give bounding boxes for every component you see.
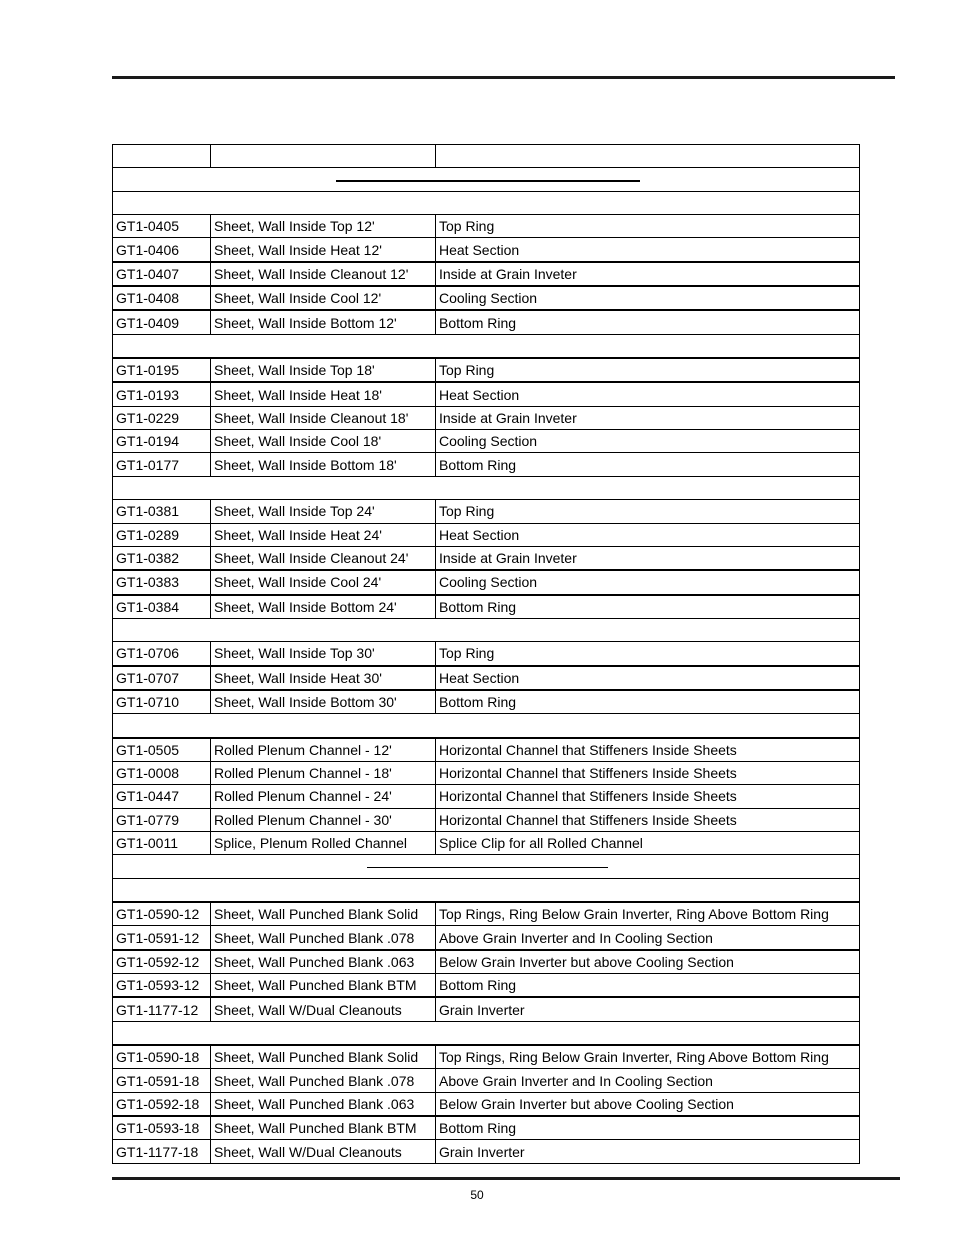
location-cell: Heat Section xyxy=(436,238,860,262)
part-number-cell: GT1-0193 xyxy=(113,382,211,406)
description-cell: Sheet, Wall Inside Heat 12' xyxy=(211,238,436,262)
blank-row xyxy=(113,191,860,214)
blank-row xyxy=(113,476,860,499)
part-number-cell: GT1-0195 xyxy=(113,358,211,382)
part-number-cell: GT1-0289 xyxy=(113,523,211,546)
table-row xyxy=(113,286,860,310)
description-cell: Sheet, Wall Punched Blank .063 xyxy=(211,1092,436,1116)
part-number-cell: GT1-0384 xyxy=(113,595,211,619)
section-heading-row xyxy=(113,855,860,878)
section-heading-underline xyxy=(336,180,640,182)
description-cell: Sheet, Wall Punched Blank BTM xyxy=(211,974,436,998)
table-row xyxy=(113,642,860,666)
part-number-cell: GT1-0381 xyxy=(113,500,211,523)
part-number-cell: GT1-1177-12 xyxy=(113,997,211,1021)
part-number-cell: GT1-0592-18 xyxy=(113,1092,211,1116)
location-cell: Bottom Ring xyxy=(436,453,860,476)
description-cell: Sheet, Wall Inside Bottom 18' xyxy=(211,453,436,476)
location-cell: Bottom Ring xyxy=(436,1116,860,1140)
header-rule xyxy=(112,76,895,79)
table-row xyxy=(113,1140,860,1163)
location-cell: Horizontal Channel that Stiffeners Inside Sheets xyxy=(436,808,860,831)
table-row xyxy=(113,358,860,382)
parts-table-body xyxy=(113,145,860,1164)
location-cell: Splice Clip for all Rolled Channel xyxy=(436,831,860,854)
description-cell: Sheet, Wall Inside Top 18' xyxy=(211,358,436,382)
location-cell: Top Ring xyxy=(436,358,860,382)
description-cell: Sheet, Wall Inside Top 24' xyxy=(211,500,436,523)
blank-cell xyxy=(113,334,860,358)
location-cell: Top Ring xyxy=(436,215,860,238)
blank-row xyxy=(113,618,860,641)
part-number-cell: GT1-0590-18 xyxy=(113,1045,211,1069)
location-cell: Above Grain Inverter and In Cooling Section xyxy=(436,926,860,950)
location-cell: Inside at Grain Inveter xyxy=(436,406,860,429)
table-row xyxy=(113,453,860,476)
description-cell: Sheet, Wall Inside Cool 24' xyxy=(211,570,436,594)
part-number-cell: GT1-0408 xyxy=(113,286,211,310)
table-row xyxy=(113,1069,860,1092)
description-cell: Rolled Plenum Channel - 30' xyxy=(211,808,436,831)
part-number-cell: GT1-0382 xyxy=(113,546,211,570)
description-cell: Sheet, Wall Inside Top 12' xyxy=(211,215,436,238)
description-cell: Sheet, Wall Inside Top 30' xyxy=(211,642,436,666)
table-row xyxy=(113,262,860,286)
blank-row xyxy=(113,1021,860,1045)
location-cell: Above Grain Inverter and In Cooling Section xyxy=(436,1069,860,1092)
table-row xyxy=(113,546,860,570)
description-cell: Sheet, Wall Punched Blank .063 xyxy=(211,950,436,974)
table-row xyxy=(113,1116,860,1140)
location-cell: Top Ring xyxy=(436,642,860,666)
location-cell: Cooling Section xyxy=(436,430,860,453)
table-row xyxy=(113,430,860,453)
description-cell: Sheet, Wall Inside Cleanout 24' xyxy=(211,546,436,570)
location-cell: Top Ring xyxy=(436,500,860,523)
table-row xyxy=(113,523,860,546)
location-cell: Top Rings, Ring Below Grain Inverter, Ring Above Bottom Ring xyxy=(436,902,860,926)
table-row xyxy=(113,926,860,950)
description-cell: Rolled Plenum Channel - 24' xyxy=(211,785,436,808)
blank-cell xyxy=(113,878,860,902)
location-cell: Below Grain Inverter but above Cooling Section xyxy=(436,950,860,974)
location-cell: Horizontal Channel that Stiffeners Inside Sheets xyxy=(436,761,860,784)
description-cell: Sheet, Wall Inside Heat 18' xyxy=(211,382,436,406)
table-row xyxy=(113,808,860,831)
description-cell: Sheet, Wall Inside Bottom 24' xyxy=(211,595,436,619)
blank-row xyxy=(113,145,860,168)
table-row xyxy=(113,1092,860,1116)
table-row xyxy=(113,500,860,523)
header-cell xyxy=(436,145,860,168)
description-cell: Sheet, Wall Punched Blank .078 xyxy=(211,926,436,950)
blank-cell xyxy=(113,1021,860,1045)
header-cell xyxy=(113,145,211,168)
table-row xyxy=(113,950,860,974)
table-row xyxy=(113,785,860,808)
location-cell: Bottom Ring xyxy=(436,310,860,334)
location-cell: Horizontal Channel that Stiffeners Inside Sheets xyxy=(436,785,860,808)
section-heading-cell xyxy=(113,168,860,191)
location-cell: Bottom Ring xyxy=(436,690,860,714)
part-number-cell: GT1-0011 xyxy=(113,831,211,854)
table-row xyxy=(113,570,860,594)
location-cell: Bottom Ring xyxy=(436,595,860,619)
table-row xyxy=(113,310,860,334)
footer-rule xyxy=(112,1177,900,1180)
table-row xyxy=(113,666,860,690)
description-cell: Sheet, Wall Inside Bottom 12' xyxy=(211,310,436,334)
part-number-cell: GT1-0779 xyxy=(113,808,211,831)
location-cell: Cooling Section xyxy=(436,286,860,310)
description-cell: Rolled Plenum Channel - 12' xyxy=(211,738,436,762)
page-number: 50 xyxy=(470,1188,484,1202)
table-row xyxy=(113,997,860,1021)
part-number-cell: GT1-0177 xyxy=(113,453,211,476)
blank-row xyxy=(113,714,860,738)
section-heading-row xyxy=(113,168,860,191)
part-number-cell: GT1-0591-12 xyxy=(113,926,211,950)
description-cell: Sheet, Wall W/Dual Cleanouts xyxy=(211,1140,436,1163)
part-number-cell: GT1-0406 xyxy=(113,238,211,262)
part-number-cell: GT1-0590-12 xyxy=(113,902,211,926)
table-row xyxy=(113,382,860,406)
part-number-cell: GT1-0008 xyxy=(113,761,211,784)
header-cell xyxy=(211,145,436,168)
blank-row xyxy=(113,334,860,358)
description-cell: Sheet, Wall Inside Cool 18' xyxy=(211,430,436,453)
part-number-cell: GT1-0710 xyxy=(113,690,211,714)
table-row xyxy=(113,1045,860,1069)
part-number-cell: GT1-1177-18 xyxy=(113,1140,211,1163)
part-number-cell: GT1-0593-18 xyxy=(113,1116,211,1140)
location-cell: Top Rings, Ring Below Grain Inverter, Ring Above Bottom Ring xyxy=(436,1045,860,1069)
part-number-cell: GT1-0409 xyxy=(113,310,211,334)
part-number-cell: GT1-0593-12 xyxy=(113,974,211,998)
table-row xyxy=(113,831,860,854)
location-cell: Grain Inverter xyxy=(436,997,860,1021)
blank-cell xyxy=(113,714,860,738)
location-cell: Horizontal Channel that Stiffeners Inside Sheets xyxy=(436,738,860,762)
table-row xyxy=(113,974,860,998)
part-number-cell: GT1-0505 xyxy=(113,738,211,762)
part-number-cell: GT1-0591-18 xyxy=(113,1069,211,1092)
part-number-cell: GT1-0405 xyxy=(113,215,211,238)
part-number-cell: GT1-0229 xyxy=(113,406,211,429)
description-cell: Sheet, Wall Inside Heat 30' xyxy=(211,666,436,690)
table-row xyxy=(113,215,860,238)
part-number-cell: GT1-0447 xyxy=(113,785,211,808)
location-cell: Inside at Grain Inveter xyxy=(436,546,860,570)
description-cell: Splice, Plenum Rolled Channel xyxy=(211,831,436,854)
table-row xyxy=(113,738,860,762)
description-cell: Sheet, Wall Inside Heat 24' xyxy=(211,523,436,546)
description-cell: Sheet, Wall Inside Cleanout 18' xyxy=(211,406,436,429)
description-cell: Sheet, Wall Punched Blank BTM xyxy=(211,1116,436,1140)
location-cell: Cooling Section xyxy=(436,570,860,594)
description-cell: Sheet, Wall Inside Cleanout 12' xyxy=(211,262,436,286)
location-cell: Inside at Grain Inveter xyxy=(436,262,860,286)
location-cell: Below Grain Inverter but above Cooling Section xyxy=(436,1092,860,1116)
part-number-cell: GT1-0194 xyxy=(113,430,211,453)
location-cell: Grain Inverter xyxy=(436,1140,860,1163)
section-heading-cell xyxy=(113,855,860,878)
location-cell: Heat Section xyxy=(436,382,860,406)
section-heading-underline xyxy=(367,867,608,868)
location-cell: Heat Section xyxy=(436,523,860,546)
part-number-cell: GT1-0407 xyxy=(113,262,211,286)
blank-cell xyxy=(113,191,860,214)
description-cell: Sheet, Wall Inside Bottom 30' xyxy=(211,690,436,714)
blank-cell xyxy=(113,618,860,641)
table-row xyxy=(113,761,860,784)
location-cell: Heat Section xyxy=(436,666,860,690)
part-number-cell: GT1-0383 xyxy=(113,570,211,594)
description-cell: Sheet, Wall Punched Blank .078 xyxy=(211,1069,436,1092)
part-number-cell: GT1-0592-12 xyxy=(113,950,211,974)
table-row xyxy=(113,595,860,619)
description-cell: Sheet, Wall Inside Cool 12' xyxy=(211,286,436,310)
location-cell: Bottom Ring xyxy=(436,974,860,998)
description-cell: Rolled Plenum Channel - 18' xyxy=(211,761,436,784)
description-cell: Sheet, Wall Punched Blank Solid xyxy=(211,902,436,926)
table-row xyxy=(113,406,860,429)
table-row xyxy=(113,902,860,926)
part-number-cell: GT1-0706 xyxy=(113,642,211,666)
description-cell: Sheet, Wall W/Dual Cleanouts xyxy=(211,997,436,1021)
table-row xyxy=(113,690,860,714)
table-row xyxy=(113,238,860,262)
blank-cell xyxy=(113,476,860,499)
part-number-cell: GT1-0707 xyxy=(113,666,211,690)
parts-table xyxy=(112,144,860,1164)
description-cell: Sheet, Wall Punched Blank Solid xyxy=(211,1045,436,1069)
blank-row xyxy=(113,878,860,902)
